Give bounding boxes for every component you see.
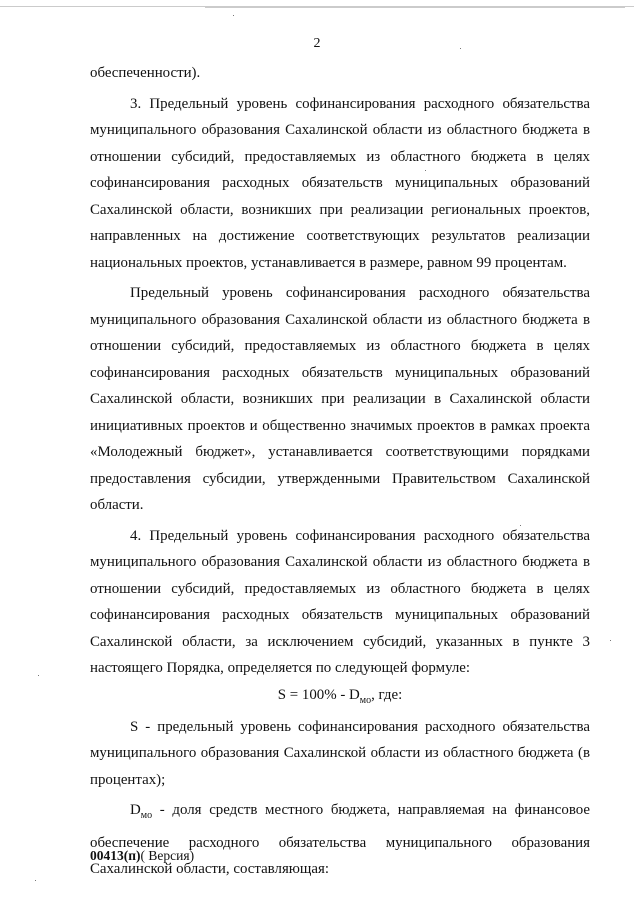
paragraph-3: 3. Предельный уровень софинансирования расходного обязательства муниципального образования Сахалинской области из областного бюджета в отношении субсидий, предоставляемых из областного бюджета в целях софинансирования расходных обязательств муниципальных образований Сахалинской области, возникших при реализации региональных проектов, направленных на достижение соответствующих результатов реализации национальных проектов, устанавливается в размере, равном 99 процентам. xyxy=(90,95,590,271)
s-definition: S - предельный уровень софинансирования расходного обязательства муниципального образования Сахалинской области из областного бюджета (в процентах); xyxy=(90,718,590,788)
d-definition-text: - доля средств местного бюджета, направляемая на финансовое обеспечение расходного обязательства муниципального образования Сахалинской области, составляющая: xyxy=(90,802,590,878)
formula-tail: , где: xyxy=(371,686,403,703)
paragraph-3-second: Предельный уровень софинансирования расходного обязательства муниципального образования Сахалинской области из областного бюджета в отношении субсидий, предоставляемых из областного бюджета в целях софинансирования расходных обязательств муниципальных образований Сахалинской области, возникших при реализации в Сахалинской области инициативных проектов и общественно значимых проектов в рамках проекта «Молодежный бюджет», устанавливается соответствующими порядками предоставления субсидии, утвержденными Правительством Сахалинской области. xyxy=(90,285,590,513)
document-code: 00413(п) xyxy=(90,848,141,863)
d-definition xyxy=(90,797,590,882)
document-body xyxy=(90,60,590,883)
scan-speck xyxy=(35,880,36,881)
scan-speck xyxy=(610,640,611,641)
scan-speck xyxy=(425,170,426,171)
document-version: ( Версия) xyxy=(140,848,195,863)
scan-speck xyxy=(233,15,234,16)
scan-speck xyxy=(460,48,461,49)
document-footer xyxy=(90,848,194,864)
paragraph-4: 4. Предельный уровень софинансирования расходного обязательства муниципального образования Сахалинской области из областного бюджета в отношении субсидий, предоставляемых из областного бюджета в целях софинансирования расходных обязательств муниципальных образований Сахалинской области, за исключением субсидий, указанных в пункте 3 настоящего Порядка, определяется по следующей формуле: xyxy=(90,527,590,676)
formula xyxy=(90,682,590,714)
scan-edge-line xyxy=(205,7,625,8)
d-symbol: D xyxy=(130,802,141,819)
page-number: 2 xyxy=(313,36,321,51)
scan-speck xyxy=(38,675,39,676)
formula-subscript: мо xyxy=(359,694,372,706)
scan-speck xyxy=(520,525,521,526)
continued-line: обеспеченности). xyxy=(90,65,201,81)
formula-main: S = 100% - D xyxy=(277,686,360,703)
d-subscript: мо xyxy=(140,810,153,822)
